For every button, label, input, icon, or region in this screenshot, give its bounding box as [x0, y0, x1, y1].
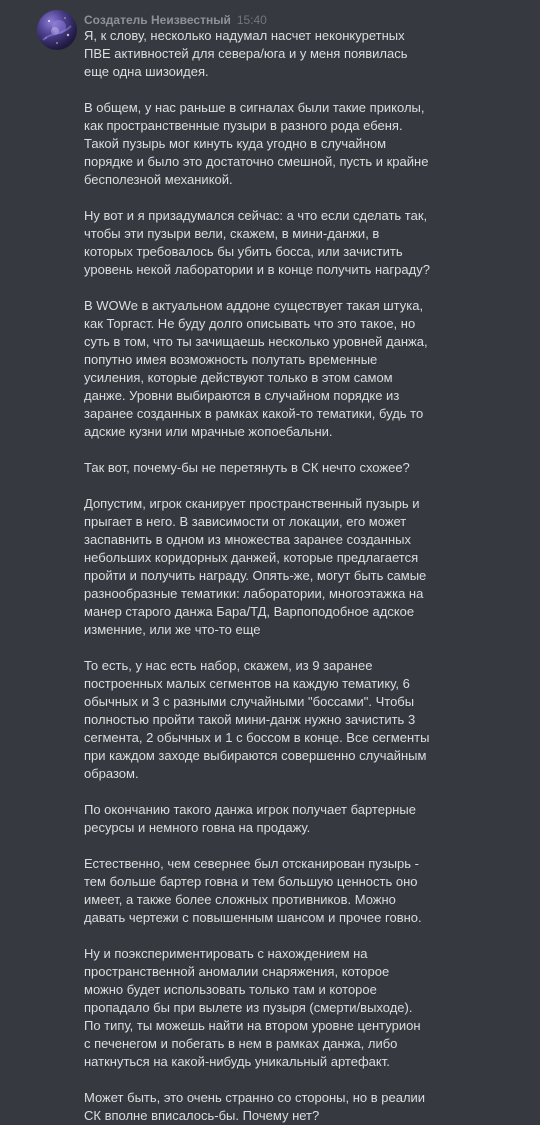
- message-paragraph: Может быть, это очень странно со стороны, но в реалии СК вполне вписалось-бы. Почему нет?: [84, 1090, 426, 1123]
- message-paragraph: Естественно, чем севернее был отсканирован пузырь - тем больше бартер говна и тем большую ценность оно имеет, а также более сложных противников. Можно давать чертежи с повышенным шансом и прочее говно.: [84, 856, 422, 925]
- message-paragraph: В WOWe в актуальном аддоне существует такая штука, как Торгаст. Не буду долго описывать что это такое, но суть в том, что ты зачищаешь несколько уровней данжа, попутно имея возможность полутать временные усиления, которые действуют только в этом самом данже. Уровни выбираются в случайном порядке из заранее созданных в рамках какой-то тематики, будь то адские кузни или мрачные жопоебальни.: [84, 298, 428, 439]
- message-paragraph: То есть, у нас есть набор, скажем, из 9 заранее построенных малых сегментов на каждую тематику, 6 обычных и 3 с разными случайными "боссами". Чтобы полностью пройти такой мини-данж нужно зачистить 3 сегмента, 2 обычных и 1 с боссом в конце. Все сегменты при каждом заходе выбираются совершенно случайным образом.: [84, 658, 430, 781]
- message-paragraph: По окончанию такого данжа игрок получает бартерные ресурсы и немного говна на продажу.: [84, 802, 416, 835]
- message-timestamp: 15:40: [236, 13, 267, 27]
- message-paragraph: В общем, у нас раньше в сигналах были такие приколы, как пространственные пузыри в разного рода ебеня. Такой пузырь мог кинуть куда угодно в случайном порядке и было это достаточно смешной, пусть и крайне бесполезной механикой.: [84, 100, 429, 187]
- nebula-avatar-icon: [37, 10, 77, 50]
- avatar[interactable]: [37, 10, 77, 50]
- message-paragraph: Я, к слову, несколько надумал насчет неконкуретных ПВЕ активностей для севера/юга и у меня появилась еще одна шизоидея.: [84, 28, 408, 79]
- message-paragraph: Ну и поэкспериментировать с нахождением на пространственной аномалии снаряжения, которое можно будет использовать только там и которое пропадало бы при вылете из пузыря (смерти/выходе). По типу, ты можешь найти на втором уровне центурион с печенегом и побегать в нем в рамках данжа, либо наткнуться на какой-нибудь уникальный артефакт.: [84, 946, 421, 1069]
- message-header: [84, 12, 267, 28]
- message-paragraph: Ну вот и я призадумался сейчас: а что если сделать так, чтобы эти пузыри вели, скажем, в мини-данжи, в которых требовалось бы убить босса, или зачистить уровень некой лаборатории и в конце получить награду?: [84, 208, 430, 277]
- author-name[interactable]: Создатель Неизвестный: [84, 13, 231, 27]
- message-paragraph: Так вот, почему-бы не перетянуть в СК нечто схожее?: [84, 460, 410, 475]
- message-body: [84, 27, 430, 1125]
- message-paragraph: Допустим, игрок сканирует пространственный пузырь и прыгает в него. В зависимости от локации, его может заспавнить в одном из множества заранее созданных небольших коридорных данжей, которые предлагается пройти и получить награду. Опять-же, могут быть самые разнообразные тематики: лаборатории, многоэтажка на манер старого данжа Бара/ТД, Варпоподобное адское изменние, или же что-то еще: [84, 496, 427, 637]
